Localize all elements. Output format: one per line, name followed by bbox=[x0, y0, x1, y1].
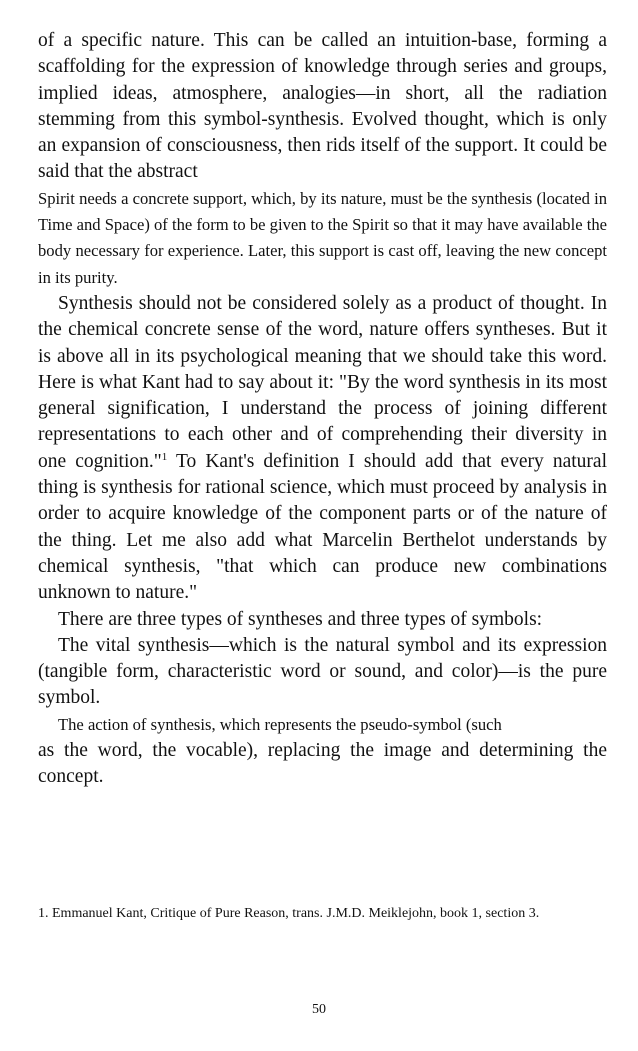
paragraph-1-part-a: of a specific nature. This can be called an intuition-base, forming a scaffolding for the expression of knowledge through series and groups, implied ideas, atmosphere, analogies—in short, all the radiation stemming from this symbol-synthesis. Evolved thought, which is only an expansion of consciousness, then rids itself of the support. It could be said that the abstract bbox=[38, 30, 607, 183]
paragraph-2 bbox=[38, 291, 607, 607]
paragraph-1-part-b: Spirit needs a concrete support, which, by its nature, must be the synthesis (located in Time and Space) of the form to be given to the Spirit so that it may have available the body necessary for experience. Later, this support is cast off, leaving the new concept in its purity. bbox=[38, 188, 607, 287]
paragraph-5-part-b: as the word, the vocable), replacing the image and determining the concept. bbox=[38, 740, 607, 788]
paragraph-5-part-a: The action of synthesis, which represents the pseudo-symbol (such bbox=[58, 714, 502, 734]
page-body bbox=[38, 28, 607, 791]
page-number: 50 bbox=[312, 1002, 326, 1017]
paragraph-3: There are three types of syntheses and three types of symbols: bbox=[58, 608, 543, 630]
footnote-reference: 1 bbox=[161, 450, 168, 463]
footnote: 1. Emmanuel Kant, Critique of Pure Reason, trans. J.M.D. Meiklejohn, book 1, section 3. bbox=[38, 906, 540, 921]
paragraph-2-part-a: Synthesis should not be considered solely as a product of thought. In the chemical concrete sense of the word, nature offers syntheses. But it is above all in its psychological meaning that we should take this word. Here is what Kant had to say about it: "By the word synthesis in its most general signification, I understand the process of joining different representations to each other and of comprehending their diversity in one cognition." bbox=[38, 292, 607, 472]
paragraph-4: The vital synthesis—which is the natural symbol and its expression (tangible form, characteristic word or sound, and color)—is the pure symbol. bbox=[38, 634, 607, 709]
paragraph-2-part-b: To Kant's definition I should add that every natural thing is synthesis for rational science, which must proceed by analysis in order to acquire knowledge of the component parts or of the nature of the thing. Let me also add what Marcelin Berthelot understands by chemical synthesis, "that which can produce new combinations unknown to nature." bbox=[38, 450, 607, 604]
